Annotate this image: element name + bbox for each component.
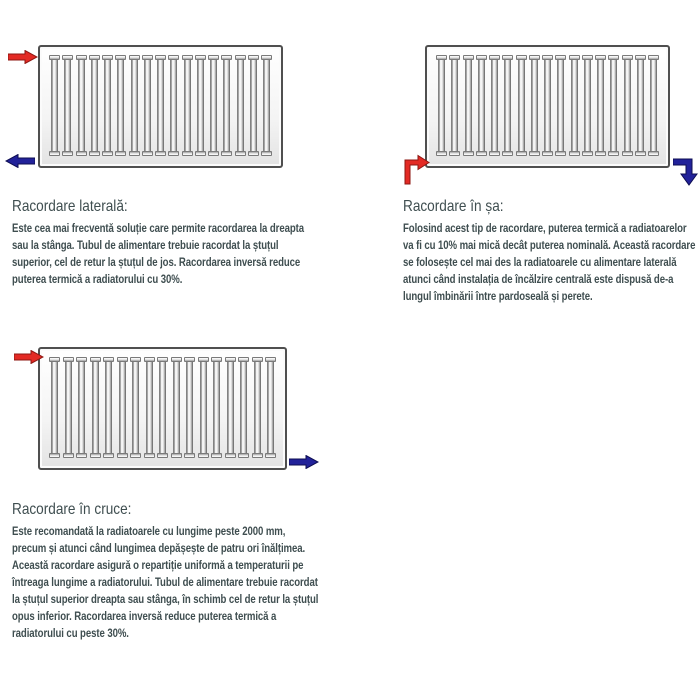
radiator-panel bbox=[38, 347, 287, 470]
radiator-fin bbox=[529, 55, 540, 156]
radiator-fin bbox=[184, 357, 195, 458]
radiator-panel bbox=[425, 45, 670, 168]
section-title: Racordare laterală: bbox=[12, 198, 128, 215]
radiator-fin bbox=[555, 55, 566, 156]
radiator-panel bbox=[38, 45, 283, 168]
section-title: Racordare în cruce: bbox=[12, 501, 132, 518]
supply-arrow-icon bbox=[403, 152, 430, 185]
radiator-fin bbox=[103, 357, 114, 458]
radiator-fin bbox=[252, 357, 263, 458]
radiator-fin bbox=[449, 55, 460, 156]
radiator-fin bbox=[195, 55, 206, 156]
radiator-fin bbox=[516, 55, 527, 156]
radiator-fin bbox=[49, 55, 60, 156]
radiator-fins bbox=[436, 55, 659, 156]
radiator-fin bbox=[90, 357, 101, 458]
radiator-fin bbox=[622, 55, 633, 156]
supply-arrow-icon bbox=[8, 50, 38, 64]
radiator-fin bbox=[198, 357, 209, 458]
radiator-fin bbox=[63, 357, 74, 458]
radiator-fin bbox=[265, 357, 276, 458]
radiator-fin bbox=[130, 357, 141, 458]
section-racordare-in-sa bbox=[399, 40, 700, 320]
radiator-fin bbox=[157, 357, 168, 458]
radiator-fin bbox=[225, 357, 236, 458]
radiator-fin bbox=[76, 357, 87, 458]
radiator-fin bbox=[182, 55, 193, 156]
radiator-fin bbox=[436, 55, 447, 156]
radiator-fin bbox=[144, 357, 155, 458]
return-arrow-icon bbox=[289, 455, 319, 469]
radiator-fin bbox=[569, 55, 580, 156]
radiator-fin bbox=[117, 357, 128, 458]
radiator-fin bbox=[648, 55, 659, 156]
radiator-fin bbox=[476, 55, 487, 156]
radiator-fin bbox=[235, 55, 246, 156]
radiator-fin bbox=[102, 55, 113, 156]
radiator-fin bbox=[115, 55, 126, 156]
radiator-fin bbox=[221, 55, 232, 156]
radiator-fin bbox=[238, 357, 249, 458]
radiator-fin bbox=[489, 55, 500, 156]
return-arrow-icon bbox=[673, 157, 700, 190]
radiator-fin bbox=[49, 357, 60, 458]
radiator-fin bbox=[248, 55, 259, 156]
radiator-fin bbox=[171, 357, 182, 458]
radiator-fin bbox=[261, 55, 272, 156]
section-body: Folosind acest tip de racordare, puterea termică a radiatoarelor va fi cu 10% mai mică decât puterea nominală. Această racordare se folosește cel mai des la radiatoarele cu alimentare laterală atunci când instalația de încălzire centrală este dispusă de-a lungul îmbinării între pardoseală și perete. bbox=[403, 221, 696, 303]
section-body: Este recomandată la radiatoarele cu lungime peste 2000 mm, precum și atunci când lungimea depășește de patru ori înălțimea. Această racordare asigură o repartiție uniformă a temperaturii pe întreaga lungime a radiatorului. Tubul de alimentare trebuie racordat la ștuțul superior dreapta sau stânga, în schimb cel de retur la ștuțul opus inferior. Racordarea inversă reduce puterea termică a radiatorului cu peste 30%. bbox=[12, 524, 319, 640]
radiator-fin bbox=[463, 55, 474, 156]
section-racordare-laterala bbox=[4, 40, 334, 310]
radiator-fins bbox=[49, 357, 276, 458]
radiator-fin bbox=[142, 55, 153, 156]
section-body: Este cea mai frecventă soluție care permite racordarea la dreapta sau la stânga. Tubul de alimentare trebuie racordat la ștuțul superior, cel de retur la ștuțul de jos. Racordarea inversă reduce puterea termică a radiatorului cu 30%. bbox=[12, 221, 305, 286]
radiator-fin bbox=[635, 55, 646, 156]
radiator-fins bbox=[49, 55, 272, 156]
radiator-fin bbox=[582, 55, 593, 156]
radiator-fin bbox=[211, 357, 222, 458]
radiator-fin bbox=[76, 55, 87, 156]
radiator-fin bbox=[155, 55, 166, 156]
section-racordare-in-cruce bbox=[4, 342, 334, 682]
radiator-fin bbox=[62, 55, 73, 156]
radiator-fin bbox=[129, 55, 140, 156]
radiator-fin bbox=[595, 55, 606, 156]
radiator-fin bbox=[608, 55, 619, 156]
radiator-fin bbox=[502, 55, 513, 156]
radiator-fin bbox=[89, 55, 100, 156]
section-title: Racordare în șa: bbox=[403, 198, 504, 215]
supply-arrow-icon bbox=[14, 350, 44, 364]
return-arrow-icon bbox=[5, 154, 35, 168]
radiator-fin bbox=[542, 55, 553, 156]
radiator-fin bbox=[208, 55, 219, 156]
radiator-fin bbox=[168, 55, 179, 156]
